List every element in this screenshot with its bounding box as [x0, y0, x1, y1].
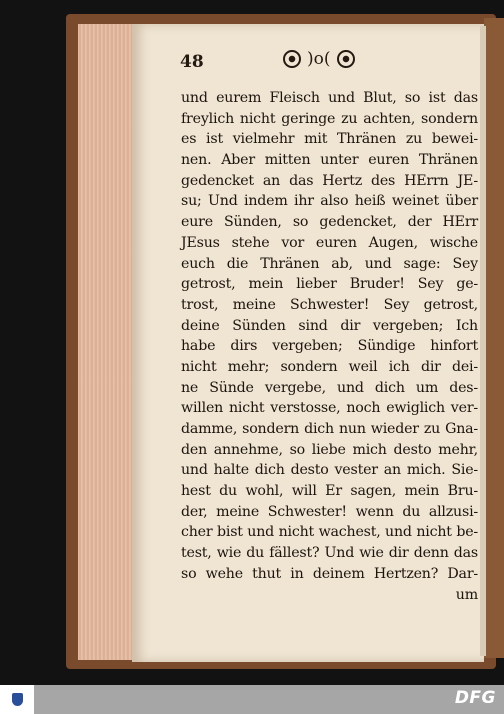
- text-line: nen. Aber mitten unter euren Thränen: [181, 152, 478, 169]
- text-line: nicht mehr; sondern weil ich dir dei-: [181, 358, 478, 375]
- dfg-logo[interactable]: DFG: [454, 688, 496, 708]
- text-line: habe dirs vergeben; Sündige hinfort: [181, 338, 478, 355]
- header-ornament: [283, 50, 355, 68]
- text-line: test, wie du fällest? Und wie dir denn das: [181, 545, 478, 562]
- viewer-footer-bar: [0, 685, 504, 714]
- text-line: und halte dich desto vester an mich. Sie-: [181, 462, 478, 479]
- text-line: so wehe thut in deinem Hertzen? Dar-: [181, 565, 478, 582]
- text-line: getrost, mein lieber Bruder! Sey ge-: [181, 276, 478, 293]
- text-line: willen nicht verstosse, noch ewiglich ver-: [181, 400, 478, 417]
- text-line: cher bist und nicht wachest, und nicht be-: [181, 524, 478, 541]
- text-line: su; Und indem ihr also heiß weinet über: [181, 193, 478, 210]
- book-cover-right-edge: [484, 18, 504, 658]
- text-line: ne Sünde vergebe, und dich um des-: [181, 379, 478, 396]
- text-line: deine Sünden sind dir vergeben; Ich: [181, 317, 478, 334]
- text-line: der, meine Schwester! wenn du allzusi-: [181, 503, 478, 520]
- text-line: euch die Thränen ab, und sage: Sey: [181, 255, 478, 272]
- text-line: den annehme, so liebe mich desto mehr,: [181, 441, 478, 458]
- text-line: freylich nicht geringe zu achten, sondern: [181, 110, 478, 127]
- rosette-right-icon: [337, 50, 355, 68]
- facing-page-edge: [480, 26, 486, 656]
- catchword: um: [455, 586, 478, 603]
- text-line: damme, sondern dich nun wieder zu Gna-: [181, 421, 478, 437]
- text-line: hest du wohl, will Er sagen, mein Bru-: [181, 483, 478, 500]
- text-line: es ist vielmehr mit Thränen zu bewei-: [181, 131, 478, 148]
- text-line: trost, meine Schwester! Sey getrost,: [181, 296, 478, 313]
- library-crest-icon: [12, 693, 23, 706]
- header-ornament-text: )o(: [307, 49, 331, 69]
- page-stack-edge: [78, 24, 135, 660]
- library-logo[interactable]: [0, 685, 34, 714]
- text-line: gedencket an das Hertz des HErrn JE-: [181, 172, 478, 189]
- text-line: und eurem Fleisch und Blut, so ist das: [181, 90, 478, 106]
- text-line: JEsus stehe vor euren Augen, wische: [181, 234, 478, 251]
- body-text: [181, 88, 478, 605]
- page-number: 48: [180, 52, 204, 72]
- rosette-left-icon: [283, 50, 301, 68]
- text-line: eure Sünden, so gedencket, der HErr: [181, 214, 478, 231]
